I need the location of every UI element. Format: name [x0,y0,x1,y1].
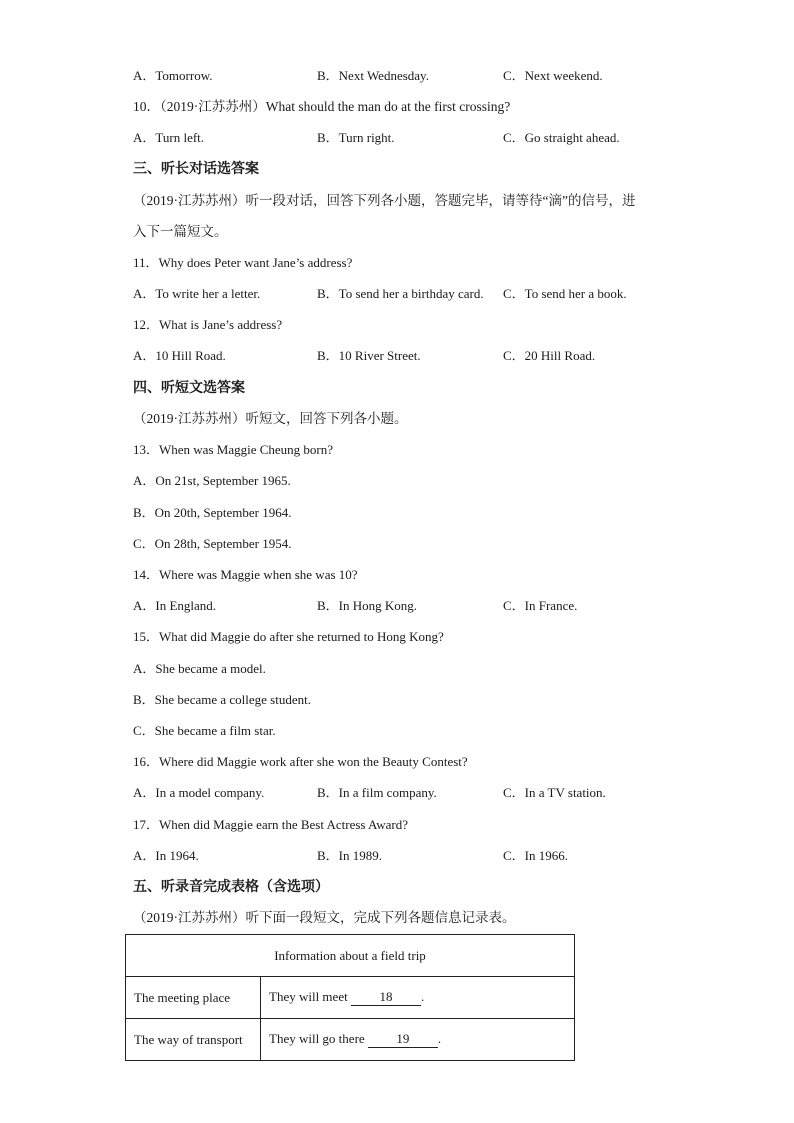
q9-option-b: B．Next Wednesday. [317,68,429,83]
q15-option-c: C．She became a film star. [133,723,276,738]
q17-option-a: A．In 1964. [133,848,199,863]
q10-option-b: B．Turn right. [317,130,395,145]
row-label-meeting-place: The meeting place [126,977,261,1019]
meeting-end: . [420,989,425,1004]
q9-option-a: A．Tomorrow. [133,68,213,83]
transport-text: They will go there [269,1031,365,1046]
q11-option-c: C．To send her a book. [503,286,627,301]
q12-stem: 12．What is Jane’s address? [133,317,283,332]
q13-option-a: A．On 21st, September 1965. [133,473,291,488]
table-row [126,1019,575,1061]
q11-stem: 11．Why does Peter want Jane’s address? [133,255,353,270]
field-trip-table [125,934,575,1061]
q11-option-a: A．To write her a letter. [133,286,261,301]
q15-stem: 15．What did Maggie do after she returned to Hong Kong? [133,629,444,644]
q16-stem: 16．Where did Maggie work after she won the Beauty Contest? [133,754,468,769]
q10-option-a: A．Turn left. [133,130,205,145]
section3-intro-line2: 入下一篇短文。 [133,224,228,239]
q10-option-c: C．Go straight ahead. [503,130,620,145]
row-content-meeting-place [261,977,575,1019]
q11-option-b: B．To send her a birthday card. [317,286,484,301]
section5-intro: （2019·江苏苏州）听下面一段短文，完成下列各题信息记录表。 [133,910,516,925]
q15-option-b: B．She became a college student. [133,692,311,707]
q10-stem: 10．（2019·江苏苏州）What should the man do at the first crossing? [133,99,511,114]
table-row [126,977,575,1019]
q13-option-b: B．On 20th, September 1964. [133,505,292,520]
section3-title: 三、听长对话选答案 [133,161,259,177]
answer-blank-18[interactable]: 18 [351,989,421,1006]
section5-title: 五、听录音完成表格（含选项） [133,879,329,895]
q16-option-c: C．In a TV station. [503,785,606,800]
q16-option-a: A．In a model company. [133,785,265,800]
q17-option-b: B．In 1989. [317,848,383,863]
q14-option-a: A．In England. [133,598,217,613]
q13-stem: 13．When was Maggie Cheung born? [133,442,334,457]
q17-option-c: C．In 1966. [503,848,569,863]
table-header: Information about a field trip [126,935,575,977]
q14-stem: 14．Where was Maggie when she was 10? [133,567,358,582]
q14-option-c: C．In France. [503,598,578,613]
section4-intro: （2019·江苏苏州）听短文，回答下列各小题。 [133,411,408,426]
row-label-transport: The way of transport [126,1019,261,1061]
q16-option-b: B．In a film company. [317,785,437,800]
section3-intro-line1: （2019·江苏苏州）听一段对话，回答下列各小题，答题完毕，请等待“滴”的信号，进 [133,193,636,208]
meeting-text: They will meet [269,989,348,1004]
q12-option-c: C．20 Hill Road. [503,348,596,363]
answer-blank-19[interactable]: 19 [368,1031,438,1048]
q9-option-c: C．Next weekend. [503,68,603,83]
q13-option-c: C．On 28th, September 1954. [133,536,292,551]
q17-stem: 17．When did Maggie earn the Best Actress Award? [133,817,408,832]
q14-option-b: B．In Hong Kong. [317,598,418,613]
q15-option-a: A．She became a model. [133,661,266,676]
q12-option-a: A．10 Hill Road. [133,348,226,363]
row-content-transport [261,1019,575,1061]
section4-title: 四、听短文选答案 [133,380,245,396]
q12-option-b: B．10 River Street. [317,348,421,363]
transport-end: . [437,1031,442,1046]
